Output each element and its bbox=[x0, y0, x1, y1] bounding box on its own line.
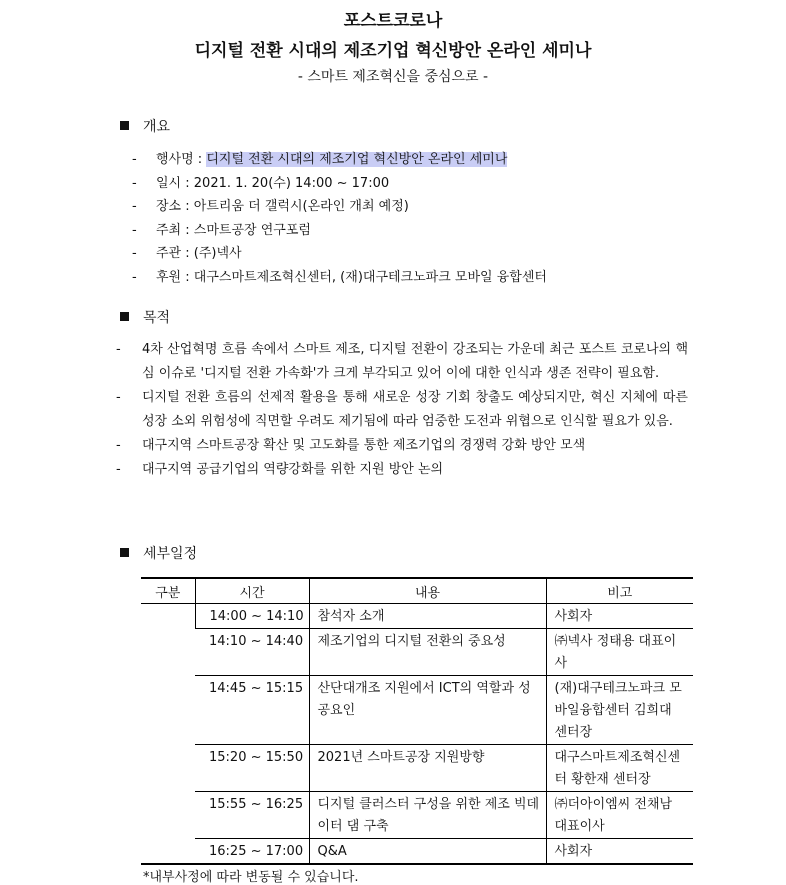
overview-item-label: 일시 : bbox=[156, 175, 190, 191]
dash-bullet: - bbox=[116, 438, 121, 453]
schedule-table bbox=[141, 577, 693, 865]
overview-heading bbox=[120, 116, 170, 136]
note-cell: 대구스마트제조혁신센터 황한재 센터장 bbox=[546, 745, 693, 792]
category-cell bbox=[141, 604, 195, 865]
content-cell: 디지털 클러스터 구성을 위한 제조 빅데이터 댐 구축 bbox=[309, 792, 546, 839]
column-header-time: 시간 bbox=[195, 578, 309, 604]
schedule-heading-text: 세부일정 bbox=[143, 546, 198, 562]
overview-item bbox=[132, 244, 692, 268]
note-cell: 사회자 bbox=[546, 604, 693, 629]
dash-bullet: - bbox=[132, 152, 137, 167]
overview-item bbox=[132, 197, 692, 221]
table-row bbox=[141, 604, 693, 629]
time-cell: 14:00 ~ 14:10 bbox=[195, 604, 309, 629]
dash-bullet: - bbox=[116, 462, 121, 477]
content-cell: 산단대개조 지원에서 ICT의 역할과 성공요인 bbox=[309, 676, 546, 745]
purpose-item-text: 디지털 전환 흐름의 선제적 활용을 통해 새로운 성장 기회 창출도 예상되지만, 혁신 지체에 따른 성장 소외 위험성에 직면할 우려도 제기됨에 따라 엄중한 도전과 위협으로 인식할 필요가 있음. bbox=[142, 390, 688, 429]
overview-item-label: 장소 : bbox=[156, 199, 190, 214]
overview-item-label: 후원 : bbox=[156, 269, 190, 285]
content-cell: 참석자 소개 bbox=[309, 604, 546, 629]
document-title-line1: 포스트코로나 bbox=[343, 11, 443, 31]
dash-bullet: - bbox=[132, 222, 137, 238]
time-cell: 16:25 ~ 17:00 bbox=[195, 839, 309, 865]
content-cell: 2021년 스마트공장 지원방향 bbox=[309, 745, 546, 792]
content-cell: Q&A bbox=[309, 839, 546, 865]
purpose-heading bbox=[120, 307, 170, 327]
column-header-note: 비고 bbox=[546, 578, 693, 604]
time-cell: 15:55 ~ 16:25 bbox=[195, 792, 309, 839]
note-cell: ㈜넥사 정태용 대표이사 bbox=[546, 629, 693, 676]
table-row bbox=[141, 839, 693, 865]
table-row bbox=[141, 745, 693, 792]
overview-heading-text: 개요 bbox=[143, 119, 171, 135]
overview-list bbox=[132, 150, 692, 291]
overview-item-value: 대구스마트제조혁신센터, (재)대구테크노파크 모바일 융합센터 bbox=[193, 269, 547, 285]
overview-item-label: 주관 : bbox=[156, 246, 190, 261]
note-cell: ㈜더아이엠씨 전채남 대표이사 bbox=[546, 792, 693, 839]
table-row bbox=[141, 792, 693, 839]
purpose-list bbox=[116, 338, 688, 482]
column-header-category: 구분 bbox=[141, 578, 195, 604]
dash-bullet: - bbox=[116, 390, 121, 405]
overview-item-value: 디지털 전환 시대의 제조기업 혁신방안 온라인 세미나 bbox=[206, 152, 508, 167]
overview-item-value: 2021. 1. 20(수) 14:00 ~ 17:00 bbox=[193, 175, 390, 191]
note-cell: (재)대구테크노파크 모바일융합센터 김희대 센터장 bbox=[546, 676, 693, 745]
note-cell: 사회자 bbox=[546, 839, 693, 865]
overview-item bbox=[132, 150, 692, 174]
overview-item bbox=[132, 268, 692, 292]
time-cell: 15:20 ~ 15:50 bbox=[195, 745, 309, 792]
dash-bullet: - bbox=[132, 175, 137, 191]
overview-item-value: 스마트공장 연구포럼 bbox=[193, 222, 311, 238]
dash-bullet: - bbox=[132, 269, 137, 285]
time-cell: 14:45 ~ 15:15 bbox=[195, 676, 309, 745]
overview-item-label: 행사명 : bbox=[156, 152, 203, 167]
purpose-item bbox=[116, 338, 688, 386]
column-header-content: 내용 bbox=[309, 578, 546, 604]
overview-item-value: (주)넥사 bbox=[193, 246, 242, 261]
purpose-item bbox=[116, 386, 688, 434]
overview-item-label: 주최 : bbox=[156, 222, 190, 238]
dash-bullet: - bbox=[132, 246, 137, 261]
purpose-heading-text: 목적 bbox=[143, 310, 171, 326]
purpose-item bbox=[116, 458, 688, 482]
schedule-header-row bbox=[141, 578, 693, 604]
purpose-item-text: 대구지역 공급기업의 역량강화를 위한 지원 방안 논의 bbox=[142, 462, 444, 477]
purpose-item-text: 대구지역 스마트공장 확산 및 고도화를 통한 제조기업의 경쟁력 강화 방안 모색 bbox=[142, 438, 586, 453]
square-bullet-icon bbox=[120, 548, 129, 557]
table-row bbox=[141, 629, 693, 676]
dash-bullet: - bbox=[116, 342, 121, 357]
overview-item bbox=[132, 174, 692, 198]
purpose-item bbox=[116, 434, 688, 458]
table-row bbox=[141, 676, 693, 745]
document-subtitle: - 스마트 제조혁신을 중심으로 - bbox=[297, 69, 489, 85]
dash-bullet: - bbox=[132, 199, 137, 214]
overview-item-value: 아트리움 더 갤럭시(온라인 개최 예정) bbox=[193, 199, 409, 214]
purpose-item-text: 4차 산업혁명 흐름 속에서 스마트 제조, 디지털 전환이 강조되는 가운데 최근 포스트 코로나의 핵심 이슈로 '디지털 전환 가속화'가 크게 부각되고 있어 이에 대한 인식과 생존 전략이 필요함. bbox=[142, 342, 688, 381]
document-title-line2: 디지털 전환 시대의 제조기업 혁신방안 온라인 세미나 bbox=[194, 41, 592, 61]
overview-item bbox=[132, 221, 692, 245]
content-cell: 제조기업의 디지털 전환의 중요성 bbox=[309, 629, 546, 676]
schedule-heading bbox=[120, 543, 197, 563]
square-bullet-icon bbox=[120, 312, 129, 321]
time-cell: 14:10 ~ 14:40 bbox=[195, 629, 309, 676]
square-bullet-icon bbox=[120, 121, 129, 130]
schedule-footnote: *내부사정에 따라 변동될 수 있습니다. bbox=[143, 870, 359, 885]
